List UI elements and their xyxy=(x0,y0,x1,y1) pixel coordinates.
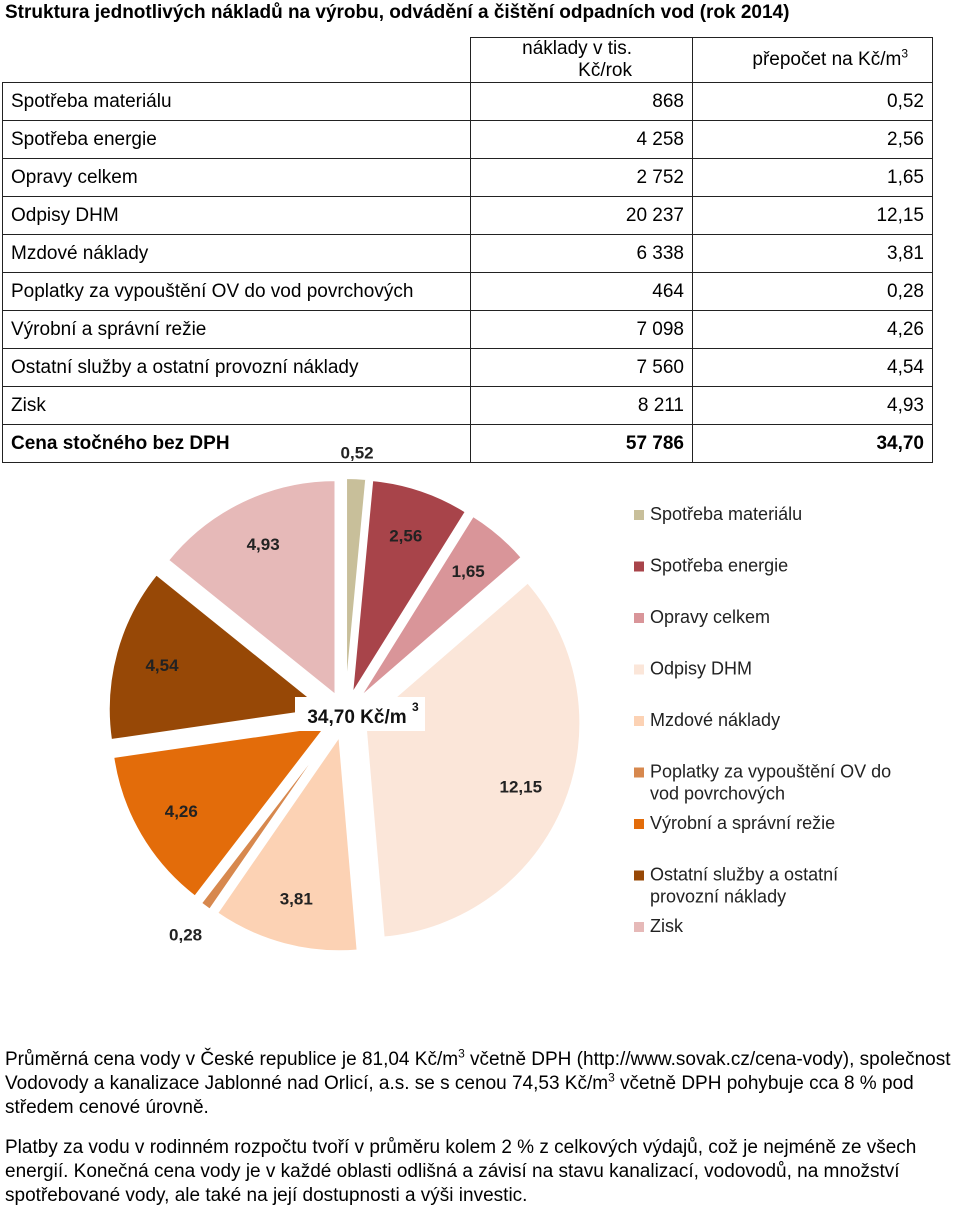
pie-value-label-4: 12,15 xyxy=(499,777,543,797)
legend-label-4: Odpisy DHM xyxy=(650,658,753,679)
legend-swatch-4 xyxy=(634,665,644,675)
pie-value-label-3: 1,65 xyxy=(451,561,485,581)
table-row xyxy=(3,349,933,387)
row-cost: 2 752 xyxy=(471,159,693,197)
row-cost: 6 338 xyxy=(471,235,693,273)
row-cost: 57 786 xyxy=(471,425,693,463)
legend-swatch-5 xyxy=(634,716,644,726)
cost-table xyxy=(2,37,933,463)
table-body xyxy=(3,83,933,463)
table-header-row xyxy=(3,38,933,83)
legend-label-8: Ostatní služby a ostatní provozní náklady xyxy=(650,864,839,907)
table-total-row xyxy=(3,425,933,463)
table-row xyxy=(3,387,933,425)
pie-value-label-2: 2,56 xyxy=(389,526,423,546)
row-label: Zisk xyxy=(3,387,471,425)
row-cost: 464 xyxy=(471,273,693,311)
row-label: Poplatky za vypouštění OV do vod povrchových xyxy=(3,273,471,311)
paragraph-average-price-a: Průměrná cena vody v České republice je 81,04 Kč/m xyxy=(5,1049,459,1070)
page-title: Struktura jednotlivých nákladů na výrobu, odvádění a čištění odpadních vod (rok 2014) xyxy=(5,2,790,23)
pie-value-label-1: 0,52 xyxy=(340,443,374,463)
pie-center-label-sup: 3 xyxy=(412,700,419,714)
paragraph-average-price xyxy=(5,1048,960,1120)
legend-label-3: Opravy celkem xyxy=(650,607,771,627)
legend-label-1: Spotřeba materiálu xyxy=(650,504,803,524)
row-per-m3: 0,28 xyxy=(693,273,933,311)
pie-value-label-8: 4,54 xyxy=(145,655,179,675)
header-cost: náklady v tis. Kč/rok xyxy=(471,38,693,83)
legend-label-5: Mzdové náklady xyxy=(650,710,781,730)
header-per-unit-sup: 3 xyxy=(901,46,908,61)
legend-swatch-6 xyxy=(634,768,644,778)
row-cost: 8 211 xyxy=(471,387,693,425)
legend-label-2: Spotřeba energie xyxy=(650,555,789,576)
table-row xyxy=(3,121,933,159)
row-cost: 20 237 xyxy=(471,197,693,235)
pie-value-label-7: 4,26 xyxy=(164,801,198,821)
row-per-m3: 4,26 xyxy=(693,311,933,349)
row-label: Spotřeba energie xyxy=(3,121,471,159)
row-per-m3: 3,81 xyxy=(693,235,933,273)
row-cost: 4 258 xyxy=(471,121,693,159)
row-per-m3: 12,15 xyxy=(693,197,933,235)
pie-value-label-6: 0,28 xyxy=(169,925,203,945)
pie-center-label: 34,70 Kč/m xyxy=(307,707,407,728)
table-row xyxy=(3,273,933,311)
paragraph-household-budget: Platby za vodu v rodinném rozpočtu tvoří v průměru kolem 2 % z celkových výdajů, což je nejméně ze všech energií. Konečná cena vody je v každé oblasti odlišná a závisí na stavu kanalizací, vodovodů, na množství spotřebované vody, ale také na její dostupnosti a výši investic. xyxy=(5,1137,917,1206)
row-label: Výrobní a správní režie xyxy=(3,311,471,349)
legend-label-6: Poplatky za vypouštění OV do vod povrchových xyxy=(650,761,892,804)
paragraph-sup-2: 3 xyxy=(608,1070,615,1085)
legend-swatch-9 xyxy=(634,922,644,932)
row-label: Mzdové náklady xyxy=(3,235,471,273)
paragraph-average-price-b: včetně DPH (http://www.sovak.cz/cena-vody), společnost Vodovody a kanalizace Jablonné nad Orlicí, a.s. se s cenou 74,53 Kč/m xyxy=(5,1049,951,1094)
legend-label-7: Výrobní a správní režie xyxy=(650,813,836,833)
row-label: Spotřeba materiálu xyxy=(3,83,471,121)
legend-swatch-7 xyxy=(634,819,644,829)
row-per-m3: 1,65 xyxy=(693,159,933,197)
table-row xyxy=(3,159,933,197)
row-per-m3: 0,52 xyxy=(693,83,933,121)
table-row xyxy=(3,311,933,349)
row-cost: 7 560 xyxy=(471,349,693,387)
legend-swatch-2 xyxy=(634,562,644,572)
table-row xyxy=(3,235,933,273)
table-row xyxy=(3,83,933,121)
header-empty-cell xyxy=(3,38,471,83)
row-per-m3: 4,93 xyxy=(693,387,933,425)
row-cost: 868 xyxy=(471,83,693,121)
row-per-m3: 34,70 xyxy=(693,425,933,463)
table-row xyxy=(3,197,933,235)
row-label: Cena stočného bez DPH xyxy=(3,425,471,463)
pie-value-label-5: 3,81 xyxy=(279,889,313,909)
legend-swatch-8 xyxy=(634,871,644,881)
row-per-m3: 2,56 xyxy=(693,121,933,159)
row-label: Ostatní služby a ostatní provozní náklady xyxy=(3,349,471,387)
pie-value-label-9: 4,93 xyxy=(246,534,280,554)
legend-label-9: Zisk xyxy=(650,916,683,936)
row-per-m3: 4,54 xyxy=(693,349,933,387)
paragraph-average-price-c: včetně DPH pohybuje cca 8 % pod středem cenové úrovně. xyxy=(5,1073,914,1118)
header-per-unit xyxy=(693,38,933,83)
legend-swatch-1 xyxy=(634,510,644,520)
legend-swatch-3 xyxy=(634,613,644,623)
row-label: Opravy celkem xyxy=(3,159,471,197)
header-per-unit-text: přepočet na Kč/m xyxy=(752,49,902,70)
row-label: Odpisy DHM xyxy=(3,197,471,235)
row-cost: 7 098 xyxy=(471,311,693,349)
paragraph-sup-1: 3 xyxy=(458,1046,465,1061)
